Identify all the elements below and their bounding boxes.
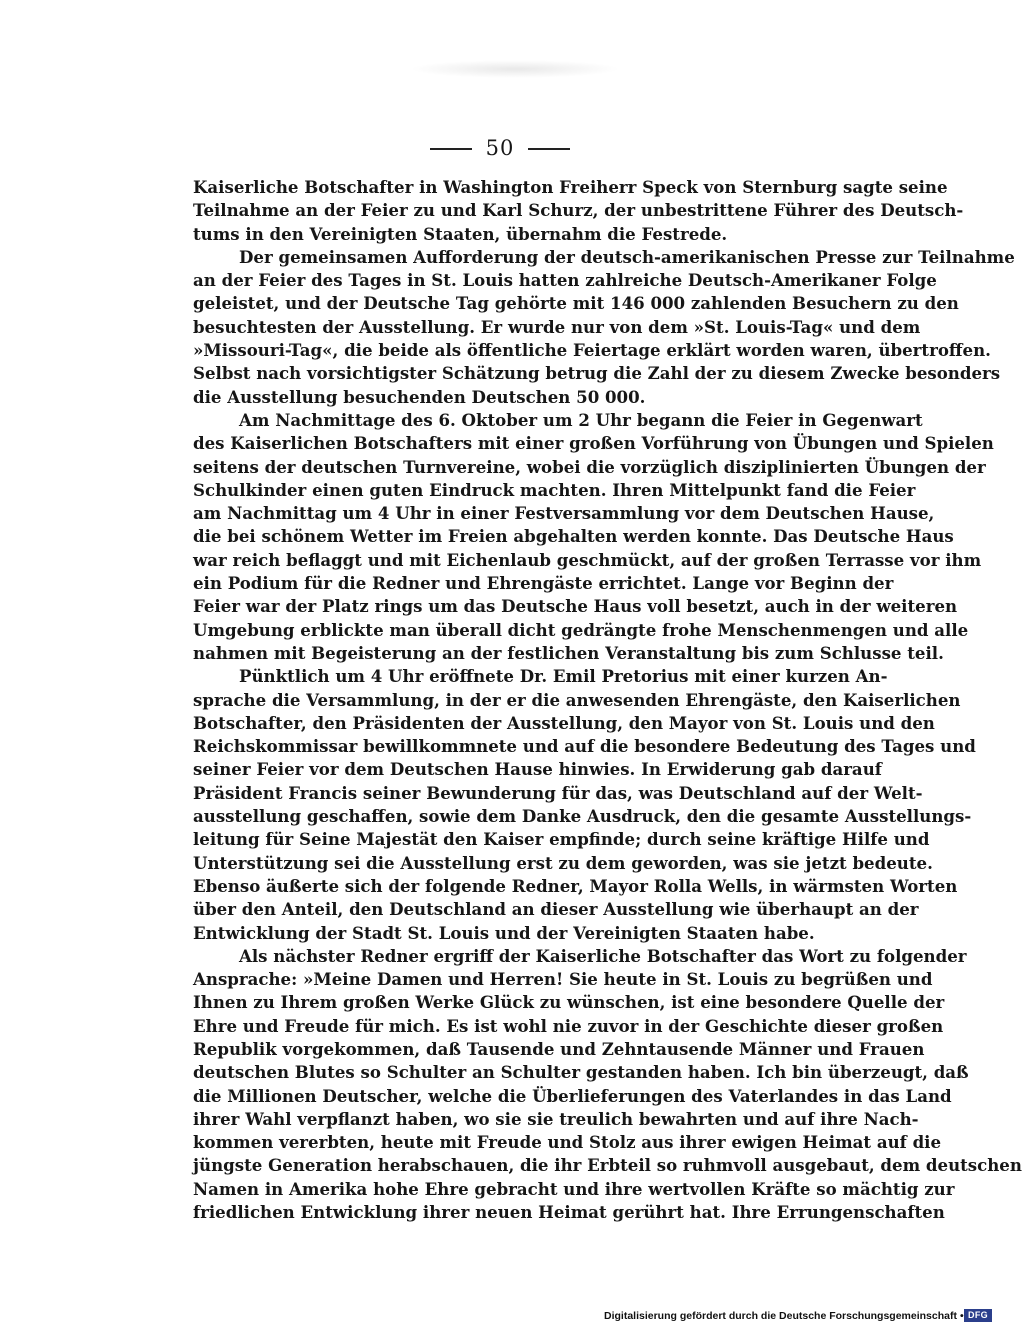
text-line: nahmen mit Begeisterung an der festlichen Veranstaltung bis zum Schlusse teil. xyxy=(193,642,944,663)
text-line: jüngste Generation herabschauen, die ihr Erbteil so ruhmvoll ausgebaut, dem deutschen xyxy=(193,1155,1022,1176)
text-line: ein Podium für die Redner und Ehrengäste errichtet. Lange vor Beginn der xyxy=(193,573,894,594)
page-header xyxy=(0,133,1000,163)
text-line: an der Feier des Tages in St. Louis hatten zahlreiche Deutsch-Amerikaner Folge xyxy=(193,270,937,291)
text-line: Namen in Amerika hohe Ehre gebracht und ihre wertvollen Kräfte so mächtig zur xyxy=(193,1178,955,1199)
paragraph xyxy=(193,665,976,945)
text-line: Entwicklung der Stadt St. Louis und der Vereinigten Staaten habe. xyxy=(193,922,815,943)
text-line: die Ausstellung besuchenden Deutschen 50 000. xyxy=(193,386,646,407)
text-line: geleistet, und der Deutsche Tag gehörte mit 146 000 zahlenden Besuchern zu den xyxy=(193,293,959,314)
text-line: Am Nachmittage des 6. Oktober um 2 Uhr begann die Feier in Gegenwart xyxy=(239,409,923,430)
text-line: Umgebung erblickte man überall dicht gedrängte frohe Menschenmengen und alle xyxy=(193,619,969,640)
text-line: Ebenso äußerte sich der folgende Redner, Mayor Rolla Wells, in wärmsten Worten xyxy=(193,875,958,896)
text-line: leitung für Seine Majestät den Kaiser empfinde; durch seine kräftige Hilfe und xyxy=(193,829,930,850)
text-line: seitens der deutschen Turnvereine, wobei die vorzüglich disziplinierten Übungen der xyxy=(193,456,986,477)
text-line: die bei schönem Wetter im Freien abgehalten werden konnte. Das Deutsche Haus xyxy=(193,526,954,547)
header-rule-right xyxy=(528,148,570,150)
text-line: »Missouri-Tag«, die beide als öffentliche Feiertage erklärt worden waren, übertroffen. xyxy=(193,340,991,361)
paragraph xyxy=(193,246,1015,409)
text-line: seiner Feier vor dem Deutschen Hause hinwies. In Erwiderung gab darauf xyxy=(193,759,882,780)
text-line: war reich beflaggt und mit Eichenlaub geschmückt, auf der großen Terrasse vor ihm xyxy=(193,549,982,570)
text-line: Reichskommissar bewillkommnete und auf die besondere Bedeutung des Tages und xyxy=(193,736,976,757)
text-line: über den Anteil, den Deutschland an dieser Ausstellung wie überhaupt an der xyxy=(193,899,919,920)
text-line: kommen vererbten, heute mit Freude und Stolz aus ihrer ewigen Heimat auf die xyxy=(193,1132,942,1153)
credit-separator: • xyxy=(959,1310,964,1322)
text-line: die Millionen Deutscher, welche die Überlieferungen des Vaterlandes in das Land xyxy=(193,1085,952,1106)
body-text xyxy=(193,176,1022,1224)
text-line: Pünktlich um 4 Uhr eröffnete Dr. Emil Pretorius mit einer kurzen An- xyxy=(239,666,888,687)
digitization-credit xyxy=(604,1308,1000,1324)
text-line: Ihnen zu Ihrem großen Werke Glück zu wünschen, ist eine besondere Quelle der xyxy=(193,992,945,1013)
text-line: Präsident Francis seiner Bewunderung für das, was Deutschland auf der Welt- xyxy=(193,782,923,803)
paragraph xyxy=(193,945,1022,1225)
text-line: des Kaiserlichen Botschafters mit einer großen Vorführung von Übungen und Spielen xyxy=(193,433,994,454)
text-line: Schulkinder einen guten Eindruck machten. Ihren Mittelpunkt fand die Feier xyxy=(193,479,916,500)
credit-text: Digitalisierung gefördert durch die Deutsche Forschungsgemeinschaft xyxy=(604,1310,957,1322)
text-line: Selbst nach vorsichtigster Schätzung betrug die Zahl der zu diesem Zwecke besonders xyxy=(193,363,1001,384)
text-line: Feier war der Platz rings um das Deutsche Haus voll besetzt, auch in der weiteren xyxy=(193,596,958,617)
text-line: Botschafter, den Präsidenten der Ausstellung, den Mayor von St. Louis und den xyxy=(193,712,935,733)
paragraph xyxy=(193,409,994,665)
text-line: sprache die Versammlung, in der er die anwesenden Ehrengäste, den Kaiserlichen xyxy=(193,689,961,710)
text-line: Ansprache: »Meine Damen und Herren! Sie heute in St. Louis zu begrüßen und xyxy=(193,969,933,990)
text-line: Republik vorgekommen, daß Tausende und Zehntausende Männer und Frauen xyxy=(193,1038,925,1059)
text-line: ihrer Wahl verpflanzt haben, wo sie sie treulich bewahrten und auf ihre Nach- xyxy=(193,1108,919,1129)
text-line: Kaiserliche Botschafter in Washington Freiherr Speck von Sternburg sagte seine xyxy=(193,177,948,197)
text-line: friedlichen Entwicklung ihrer neuen Heimat gerührt hat. Ihre Errungenschaften xyxy=(193,1202,945,1223)
page-number: 50 xyxy=(485,136,515,160)
header-rule-left xyxy=(430,148,472,150)
text-line: Der gemeinsamen Aufforderung der deutsch-amerikanischen Presse zur Teilnahme xyxy=(239,246,1015,267)
text-line: ausstellung geschaffen, sowie dem Danke Ausdruck, den die gesamte Ausstellungs- xyxy=(193,806,972,827)
text-line: Als nächster Redner ergriff der Kaiserliche Botschafter das Wort zu folgender xyxy=(239,945,967,966)
dfg-logo: DFG xyxy=(964,1309,992,1322)
text-line: tums in den Vereinigten Staaten, übernahm die Festrede. xyxy=(193,223,728,244)
paragraph xyxy=(193,176,964,246)
scan-smudge xyxy=(410,60,620,78)
text-line: am Nachmittag um 4 Uhr in einer Festversammlung vor dem Deutschen Hause, xyxy=(193,503,935,524)
text-line: Ehre und Freude für mich. Es ist wohl nie zuvor in der Geschichte dieser großen xyxy=(193,1015,944,1036)
text-line: deutschen Blutes so Schulter an Schulter gestanden haben. Ich bin überzeugt, daß xyxy=(193,1062,969,1083)
text-line: Unterstützung sei die Ausstellung erst zu dem geworden, was sie jetzt bedeute. xyxy=(193,852,933,873)
text-line: besuchtesten der Ausstellung. Er wurde nur von dem »St. Louis-Tag« und dem xyxy=(193,316,921,337)
text-line: Teilnahme an der Feier zu und Karl Schurz, der unbestrittene Führer des Deutsch- xyxy=(193,200,964,221)
